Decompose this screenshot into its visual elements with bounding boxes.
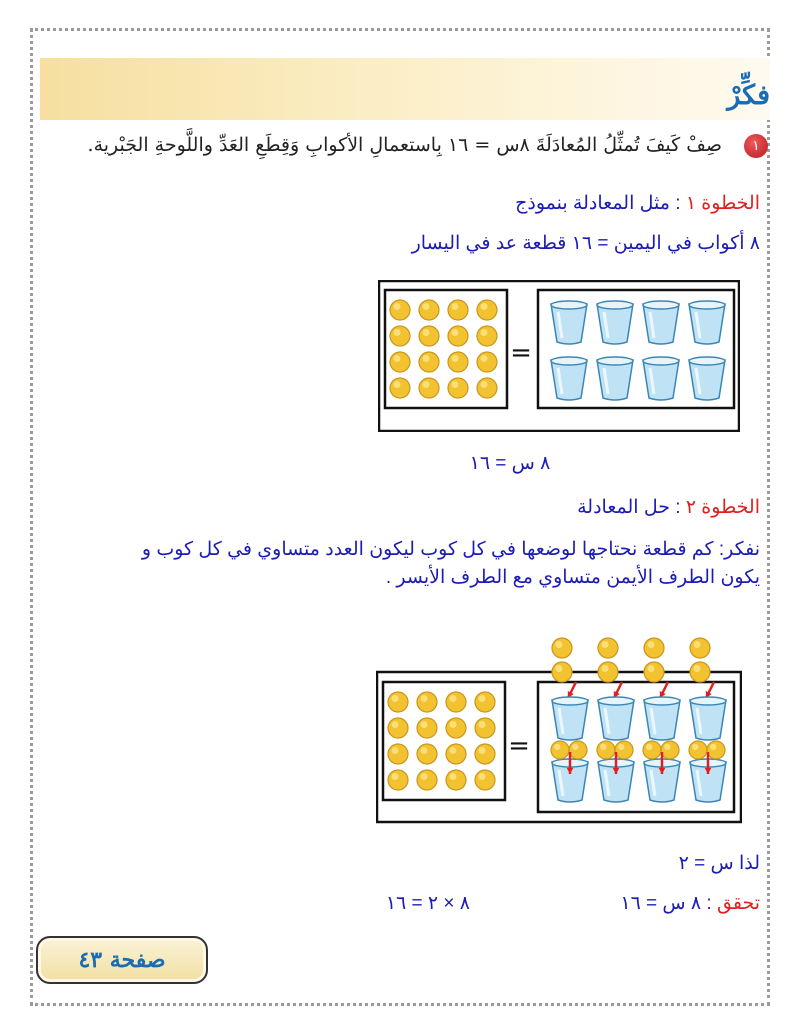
- counter-chip: [475, 744, 495, 764]
- equals-sign: =: [510, 338, 532, 368]
- counter-chip: [690, 662, 710, 682]
- counter-chip: [477, 378, 497, 398]
- cup-icon: [690, 697, 726, 740]
- counter-chip: [388, 770, 408, 790]
- counter-chip: [448, 352, 468, 372]
- check-equation: ٨ س = ١٦: [620, 893, 702, 914]
- counter-chip: [597, 741, 615, 759]
- check-separator: :: [701, 893, 717, 914]
- step1-label: الخطوة ١: [685, 193, 760, 214]
- counter-chip: [598, 638, 618, 658]
- check-product: ٨ × ٢ = ١٦: [385, 893, 470, 914]
- cup-icon: [598, 697, 634, 740]
- counter-chip: [448, 378, 468, 398]
- cup-icon: [597, 301, 633, 344]
- step2-heading: [40, 496, 760, 519]
- counter-chip: [446, 744, 466, 764]
- equation-8x-16: ٨ س = ١٦: [469, 453, 551, 474]
- counter-chip: [448, 326, 468, 346]
- counter-chip: [552, 638, 572, 658]
- counter-chip: [707, 741, 725, 759]
- counter-chip: [569, 741, 587, 759]
- counter-chip: [551, 741, 569, 759]
- counter-chip: [644, 662, 664, 682]
- cup-icon: [689, 357, 725, 400]
- counter-chip: [417, 770, 437, 790]
- cup-icon: [551, 357, 587, 400]
- counter-chip: [689, 741, 707, 759]
- cup-icon: [597, 357, 633, 400]
- counter-chip: [690, 638, 710, 658]
- counter-chip: [477, 352, 497, 372]
- counter-chip: [419, 352, 439, 372]
- cup-icon: [643, 357, 679, 400]
- counter-chip: [446, 770, 466, 790]
- counter-chip: [419, 378, 439, 398]
- counter-chip: [390, 378, 410, 398]
- counter-chip: [417, 744, 437, 764]
- step1-description: ٨ أكواب في اليمين = ١٦ قطعة عد في اليسار: [411, 233, 760, 254]
- problem-text: صِفْ كَيفَ تُمثِّلُ المُعادَلَةَ ٨س = ١٦ بِاستعمالِ الأكوابِ وَقِطَعِ العَدِّ واللَّوحةِ الجَبْرية.: [87, 134, 722, 156]
- section-title: فكِّرْ: [727, 80, 770, 111]
- counter-chip: [388, 744, 408, 764]
- counter-chip: [417, 718, 437, 738]
- counter-chip: [417, 692, 437, 712]
- step2-separator: :: [669, 497, 686, 518]
- step2-label: الخطوة ٢: [685, 497, 760, 518]
- counter-chip: [446, 692, 466, 712]
- counter-chip: [388, 692, 408, 712]
- equals-sign: =: [508, 731, 530, 761]
- counter-chip: [446, 718, 466, 738]
- counter-chip: [419, 326, 439, 346]
- cup-icon: [551, 301, 587, 344]
- cup-icon: [643, 301, 679, 344]
- counter-chip: [661, 741, 679, 759]
- counter-chip: [644, 638, 664, 658]
- counter-chip: [475, 692, 495, 712]
- counter-chip: [643, 741, 661, 759]
- step1-separator: :: [669, 193, 686, 214]
- counter-chip: [475, 718, 495, 738]
- counter-chip: [390, 326, 410, 346]
- algebra-mat-diagram-1: [378, 280, 740, 432]
- counter-chip: [552, 662, 572, 682]
- problem-number-badge: ١: [744, 134, 768, 158]
- cup-icon: [552, 697, 588, 740]
- counter-chip: [598, 662, 618, 682]
- problem-statement: [28, 134, 768, 158]
- cup-icon: [644, 697, 680, 740]
- step1-heading: [40, 192, 760, 215]
- page-number-badge: صفحة ٤٣: [36, 936, 208, 984]
- counter-chip: [477, 326, 497, 346]
- counter-chip: [448, 300, 468, 320]
- step2-think-line-1: نفكر: كم قطعة نحتاجها لوضعها في كل كوب ليكون العدد متساوي في كل كوب و: [141, 539, 760, 560]
- check-label: تحقق: [716, 893, 760, 914]
- counter-chip: [419, 300, 439, 320]
- counter-chip: [615, 741, 633, 759]
- solution-line: لذا س = ٢: [678, 853, 760, 874]
- cup-icon: [689, 301, 725, 344]
- counter-chip: [477, 300, 497, 320]
- step2-think-line-2: يكون الطرف الأيمن متساوي مع الطرف الأيسر .: [385, 567, 760, 588]
- step1-text: مثل المعادلة بنموذج: [515, 193, 670, 214]
- algebra-mat-diagram-2: [376, 624, 742, 824]
- counter-chip: [388, 718, 408, 738]
- counter-chip: [390, 300, 410, 320]
- counter-chip: [475, 770, 495, 790]
- step2-text: حل المعادلة: [577, 497, 670, 518]
- counter-chip: [390, 352, 410, 372]
